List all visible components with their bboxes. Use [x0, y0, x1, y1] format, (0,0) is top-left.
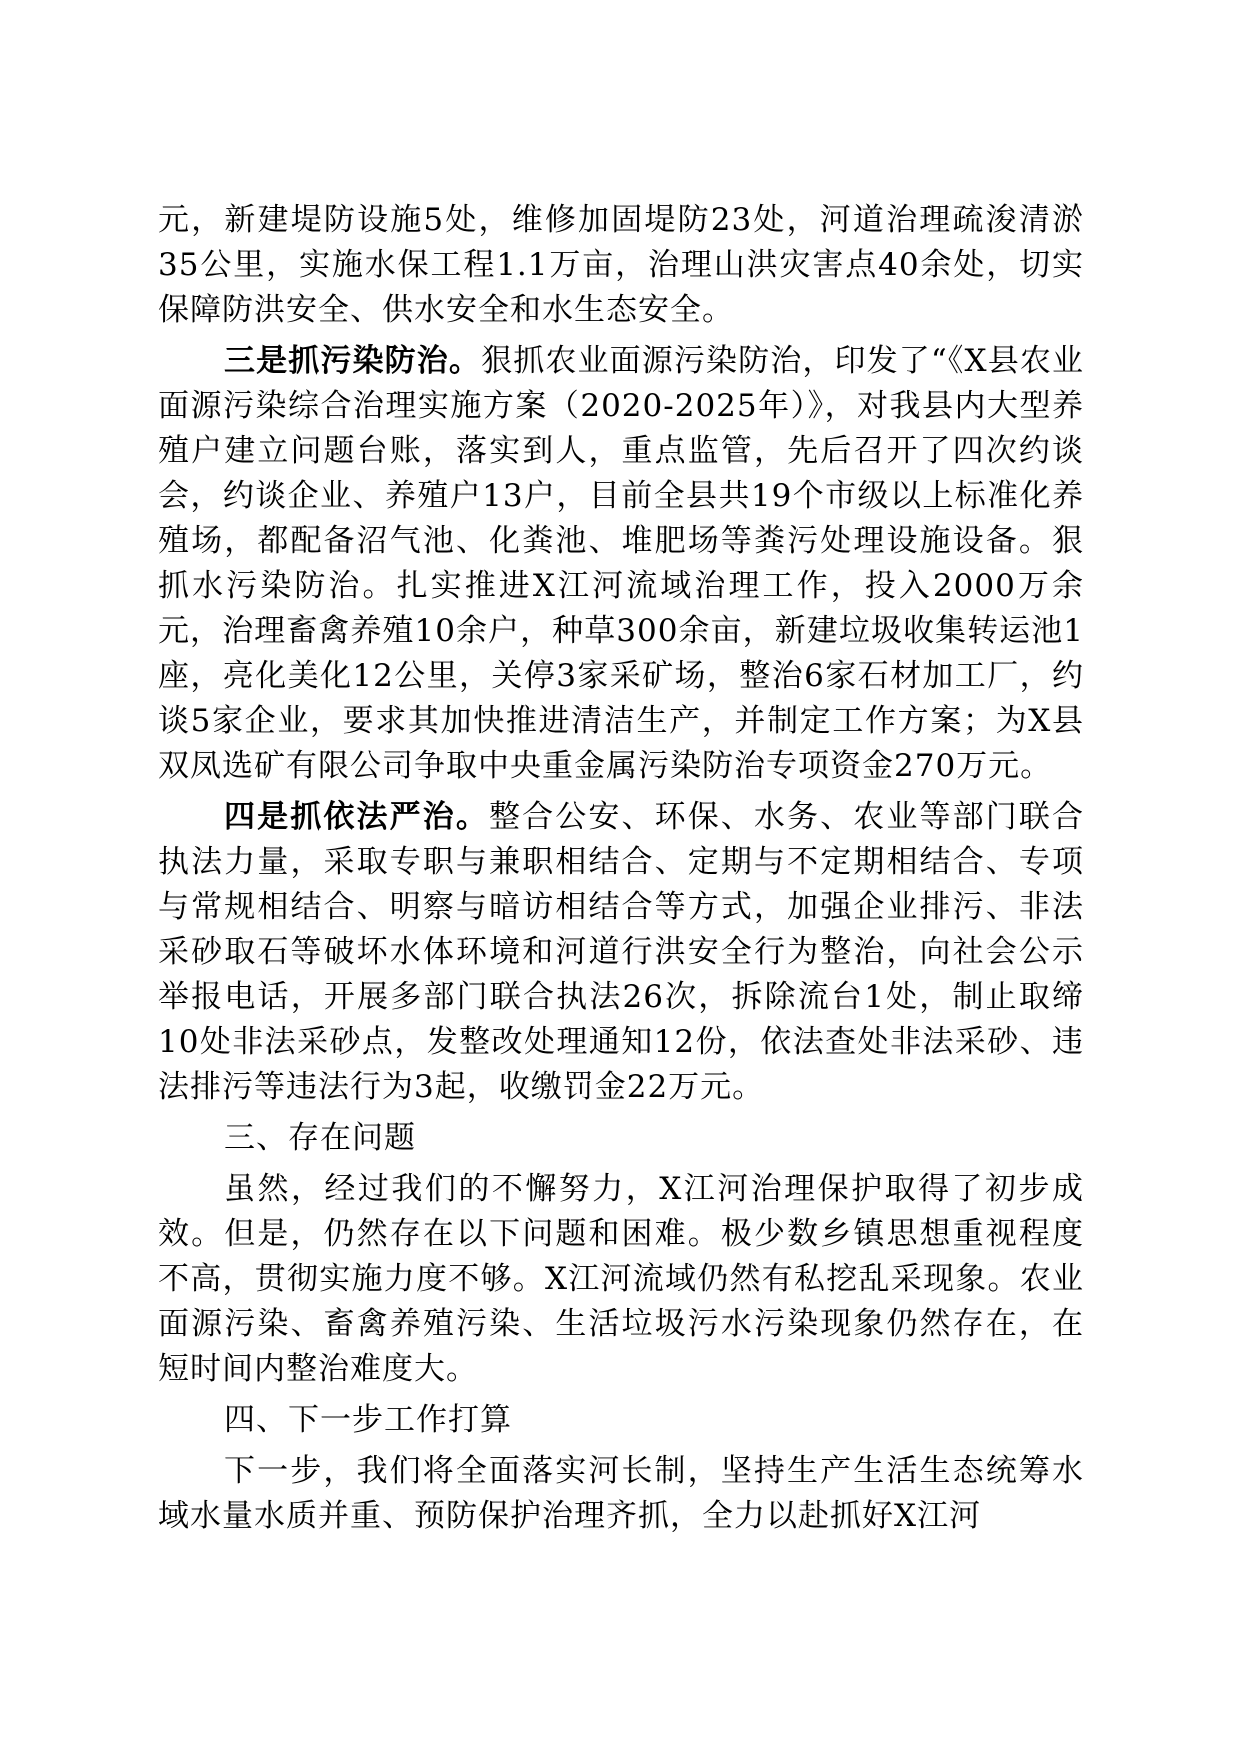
paragraph-text: 元，新建堤防设施5处，维修加固堤防23处，河道治理疏浚清淤35公里，实施水保工程1.1万亩，治理山洪灾害点40余处，切实保障防洪安全、供水安全和水生态安全。	[158, 202, 1084, 328]
section-heading-problems: 三、存在问题	[224, 1120, 416, 1156]
paragraph-continuation	[158, 198, 1084, 333]
paragraph-text: 狠抓农业面源污染防治，印发了“《X县农业面源污染综合治理实施方案（2020-2025年）》，对我县内大型养殖户建立问题台账，落实到人，重点监管，先后召开了四次约谈会，约谈企业、养殖户13户，目前全县共19个市级以上标准化养殖场，都配备沼气池、化粪池、堆肥场等粪污处理设施设备。狠抓水污染防治。扎实推进X江河流域治理工作，投入2000万余元，治理畜禽养殖10余户，种草300余亩，新建垃圾收集转运池1座，亮化美化12公里，关停3家采矿场，整治6家石材加工厂，约谈5家企业，要求其加快推进清洁生产，并制定工作方案；为X县双凤选矿有限公司争取中央重金属污染防治专项资金270万元。	[158, 343, 1084, 784]
document-body	[158, 198, 1084, 1545]
paragraph-text: 整合公安、环保、水务、农业等部门联合执法力量，采取专职与兼职相结合、定期与不定期相结合、专项与常规相结合、明察与暗访相结合等方式，加强企业排污、非法采砂取石等破坏水体环境和河道行洪安全行为整治，向社会公示举报电话，开展多部门联合执法26次，拆除流台1处，制止取缔10处非法采砂点，发整改处理通知12份，依法查处非法采砂、违法排污等违法行为3起，收缴罚金22万元。	[158, 799, 1085, 1105]
paragraph-lead: 三是抓污染防治。	[224, 343, 482, 379]
paragraph-pollution-control	[158, 339, 1084, 789]
section-heading-next-steps: 四、下一步工作打算	[224, 1402, 512, 1438]
paragraph-lead: 四是抓依法严治。	[224, 799, 489, 835]
paragraph-problems: 虽然，经过我们的不懈努力，X江河治理保护取得了初步成效。但是，仍然存在以下问题和困难。极少数乡镇思想重视程度不高，贯彻实施力度不够。X江河流域仍然有私挖乱采现象。农业面源污染、畜禽养殖污染、生活垃圾污水污染现象仍然存在，在短时间内整治难度大。	[158, 1171, 1084, 1387]
paragraph-law-enforcement	[158, 795, 1084, 1110]
paragraph-next-steps: 下一步，我们将全面落实河长制，坚持生产生活生态统筹水域水量水质并重、预防保护治理齐抓，全力以赴抓好X江河	[158, 1453, 1084, 1534]
